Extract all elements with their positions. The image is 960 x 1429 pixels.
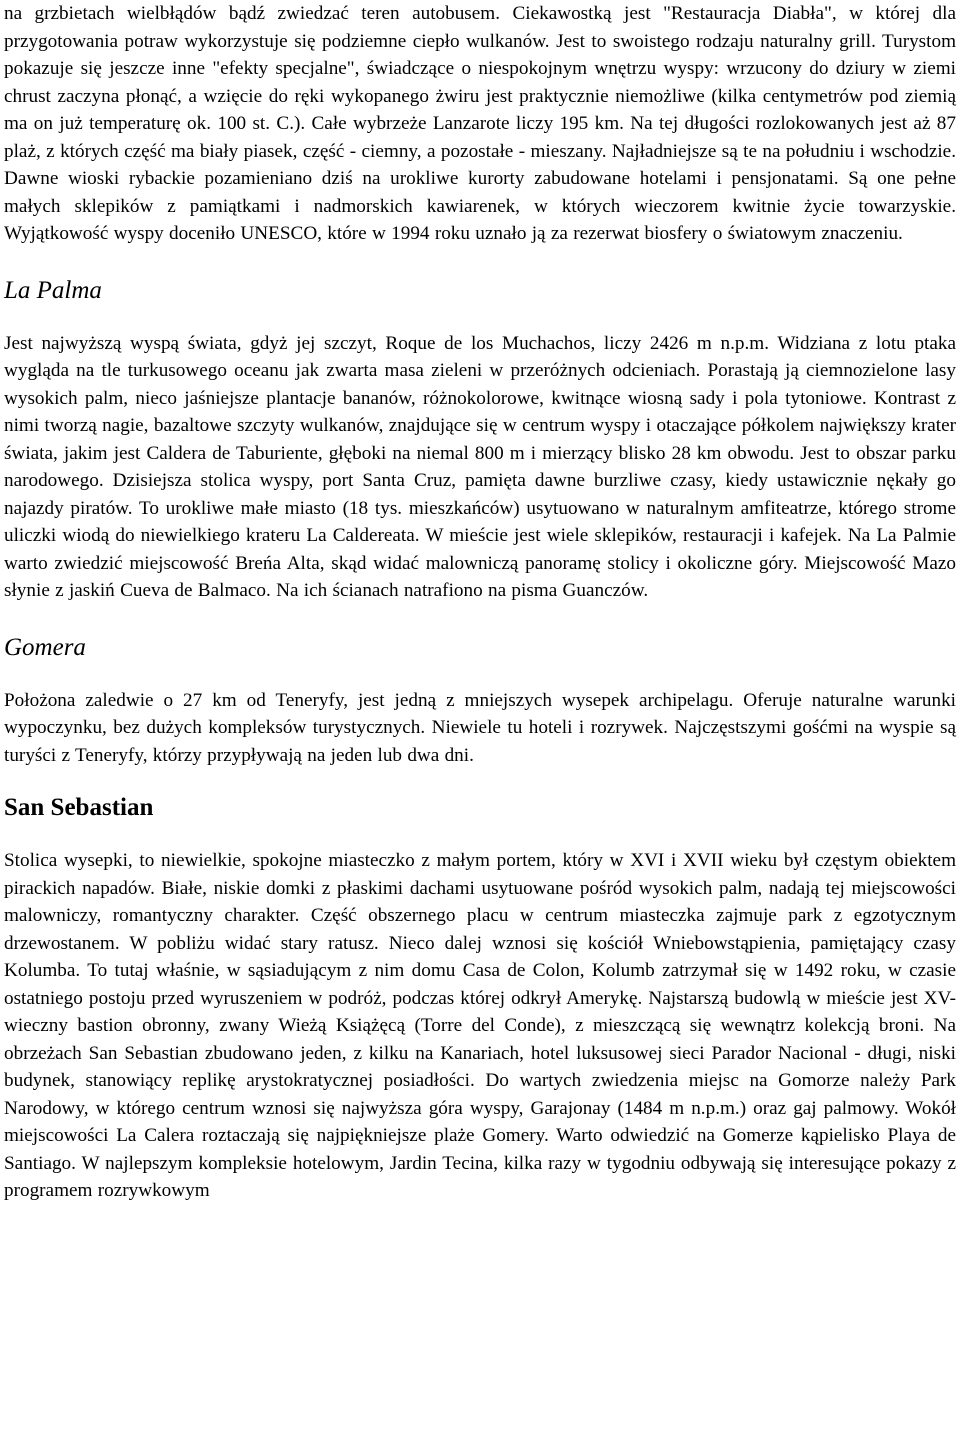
document-page	[4, 0, 956, 1205]
section-spacer	[4, 663, 956, 687]
section-spacer	[4, 769, 956, 793]
section-spacer	[4, 306, 956, 330]
san-sebastian-paragraph: Stolica wysepki, to niewielkie, spokojne miasteczko z małym portem, który w XVI i XVII wieku był częstym obiektem pirackich napadów. Białe, niskie domki z płaskimi dachami usytuowane pośród wysokich palm, nadają tej miejscowości malowniczy, romantyczny charakter. Część obszernego placu w centrum miasteczka zajmuje park z egzotycznym drzewostanem. W pobliżu widać stary ratusz. Nieco dalej wznosi się kościół Wniebowstąpienia, pamiętający czasy Kolumba. To tutaj właśnie, w sąsiadującym z nim domu Casa de Colon, Kolumb zatrzymał się w 1492 roku, w czasie ostatniego postoju przed wyruszeniem w podróż, podczas której odkrył Amerykę. Najstarszą budowlą w mieście jest XV-wieczny bastion obronny, zwany Wieżą Książęcą (Torre del Conde), z mieszczącą się wewnątrz kolekcją broni. Na obrzeżach San Sebastian zbudowano jeden, z kilku na Kanariach, hotel luksusowej sieci Parador Nacional - długi, niski budynek, stanowiący replikę arystokratycznej posiadłości. Do wartych zwiedzenia miejsc na Gomorze należy Park Narodowy, w którego centrum wznosi się najwyższa góra wyspy, Garajonay (1484 m n.p.m.) oraz gaj palmowy. Wokół miejscowości La Calera roztaczają się najpiękniejsze plaże Gomery. Warto odwiedzić na Gomerze kąpielisko Playa de Santiago. W najlepszym kompleksie hotelowym, Jardin Tecina, kilka razy w tygodniu odbywają się interesujące pokazy z programem rozrywkowym	[4, 850, 956, 1201]
heading-la-palma: La Palma	[4, 276, 102, 304]
intro-paragraph: na grzbietach wielbłądów bądź zwiedzać teren autobusem. Ciekawostką jest "Restauracja Diabła", w której dla przygotowania potraw wykorzystuje się podziemne ciepło wulkanów. Jest to swoistego rodzaju naturalny grill. Turystom pokazuje się jeszcze inne "efekty specjalne", świadczące o niespokojnym wnętrzu wyspy: wrzucony do dziury w ziemi chrust zaczyna płonąć, a wzięcie do ręki wykopanego żwiru jest praktycznie niemożliwe (kilka centymetrów pod ziemią ma on już temperaturę ok. 100 st. C.). Całe wybrzeże Lanzarote liczy 195 km. Na tej długości rozlokowanych jest aż 87 plaż, z których część ma biały piasek, część - ciemny, a pozostałe - mieszany. Najładniejsze są te na południu i wschodzie. Dawne wioski rybackie pozamieniano dziś na urokliwe kurorty zabudowane hotelami i pensjonatami. Są one pełne małych sklepików z pamiątkami i nadmorskich kawiarenek, w których wieczorem kwitnie życie towarzyskie. Wyjątkowość wyspy doceniło UNESCO, które w 1994 roku uznało ją za rezerwat biosfery o światowym znaczeniu.	[4, 3, 956, 244]
section-spacer	[4, 248, 956, 276]
gomera-paragraph: Położona zaledwie o 27 km od Teneryfy, jest jedną z mniejszych wysepek archipelagu. Oferuje naturalne warunki wypoczynku, bez dużych kompleksów turystycznych. Niewiele tu hoteli i rozrywek. Najczęstszymi gośćmi na wyspie są turyści z Teneryfy, którzy przypływają na jeden lub dwa dni.	[4, 689, 956, 766]
section-spacer	[4, 823, 956, 847]
heading-san-sebastian: San Sebastian	[4, 794, 154, 821]
section-spacer	[4, 605, 956, 633]
heading-gomera: Gomera	[4, 633, 86, 661]
la-palma-paragraph: Jest najwyższą wyspą świata, gdyż jej szczyt, Roque de los Muchachos, liczy 2426 m n.p.m. Widziana z lotu ptaka wygląda na tle turkusowego oceanu jak zwarta masa zieleni w przeróżnych odcieniach. Porastają ją ciemnozielone lasy wysokich palm, nieco jaśniejsze plantacje bananów, różnokolorowe, kwitnące wiosną sady i pola tytoniowe. Kontrast z nimi tworzą nagie, bazaltowe szczyty wulkanów, znajdujące się w centrum wyspy i otaczające półkolem największy krater świata, jakim jest Caldera de Taburiente, głęboki na niemal 800 m i mierzący blisko 28 km obwodu. Jest to obszar parku narodowego. Dzisiejsza stolica wyspy, port Santa Cruz, pamięta dawne burzliwe czasy, kiedy ustawicznie nękały go najazdy piratów. To urokliwe małe miasto (18 tys. mieszkańców) usytuowano w naturalnym amfiteatrze, którego strome uliczki wiodą do niewielkiego krateru La Caldereata. W mieście jest wiele sklepików, restauracji i kafejek. Na La Palmie warto zwiedzić miejscowość Breńa Alta, skąd widać malowniczą panoramę stolicy i okoliczne góry. Miejscowość Mazo słynie z jaskiń Cueva de Balmaco. Na ich ścianach natrafiono na pisma Guanczów.	[4, 332, 956, 601]
